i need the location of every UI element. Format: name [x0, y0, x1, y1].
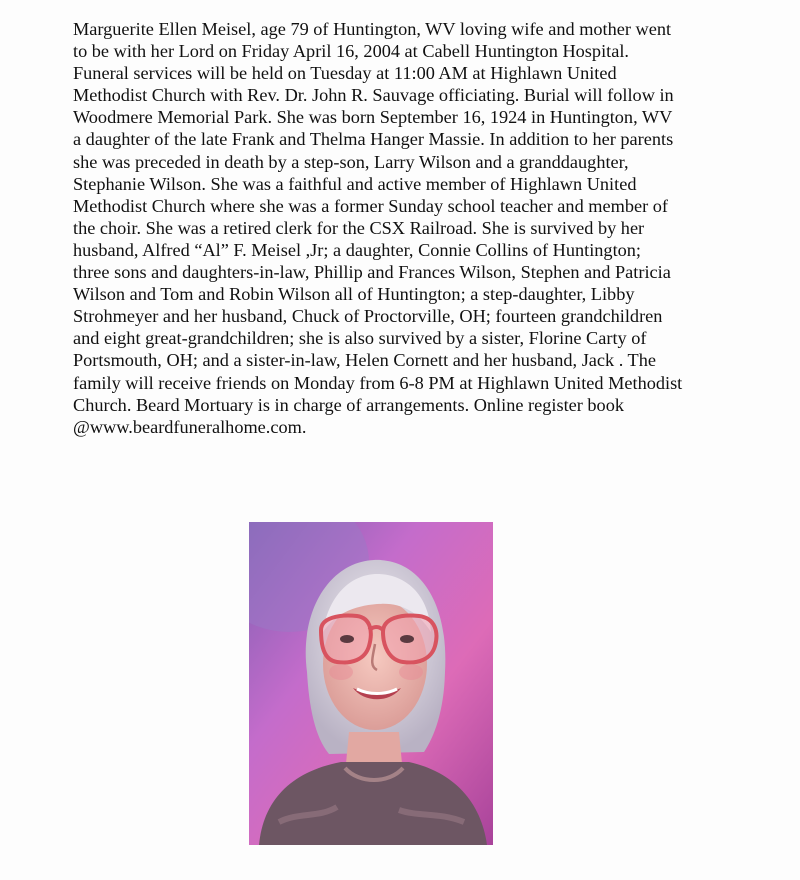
obituary-line: Methodist Church with Rev. Dr. John R. Sauvage officiating. Burial will follow in [73, 85, 674, 106]
obituary-line: Church. Beard Mortuary is in charge of arrangements. Online register book [73, 394, 624, 415]
obituary-line: Portsmouth, OH; and a sister-in-law, Helen Cornett and her husband, Jack . The [73, 350, 656, 371]
obituary-line: Wilson and Tom and Robin Wilson all of Huntington; a step-daughter, Libby [73, 284, 635, 305]
obituary-line: Stephanie Wilson. She was a faithful and active member of Highlawn United [73, 173, 637, 194]
obituary-line: @www.beardfuneralhome.com. [73, 416, 307, 437]
obituary-line: the choir. She was a retired clerk for the CSX Railroad. She is survived by her [73, 217, 645, 238]
obituary-line: Funeral services will be held on Tuesday at 11:00 AM at Highlawn United [73, 63, 617, 84]
obituary-line: she was preceded in death by a step-son, Larry Wilson and a granddaughter, [73, 151, 629, 172]
obituary-line: family will receive friends on Monday from 6-8 PM at Highlawn United Methodist [73, 372, 683, 393]
obituary-text [73, 18, 795, 438]
obituary-line: and eight great-grandchildren; she is also survived by a sister, Florine Carty of [73, 328, 647, 349]
obituary-line: to be with her Lord on Friday April 16, 2004 at Cabell Huntington Hospital. [73, 41, 629, 62]
obituary-line: Methodist Church where she was a former Sunday school teacher and member of [73, 195, 668, 216]
portrait-photo [249, 522, 493, 845]
obituary-line: Woodmere Memorial Park. She was born September 16, 1924 in Huntington, WV [73, 107, 673, 128]
obituary-line: Strohmeyer and her husband, Chuck of Proctorville, OH; fourteen grandchildren [73, 306, 663, 327]
obituary-line: Marguerite Ellen Meisel, age 79 of Huntington, WV loving wife and mother went [73, 19, 672, 39]
obituary-line: three sons and daughters-in-law, Phillip and Frances Wilson, Stephen and Patricia [73, 262, 671, 283]
obituary-line: a daughter of the late Frank and Thelma Hanger Massie. In addition to her parents [73, 129, 674, 150]
obituary-line: husband, Alfred “Al” F. Meisel ,Jr; a daughter, Connie Collins of Huntington; [73, 239, 642, 260]
portrait-illustration [249, 522, 493, 845]
